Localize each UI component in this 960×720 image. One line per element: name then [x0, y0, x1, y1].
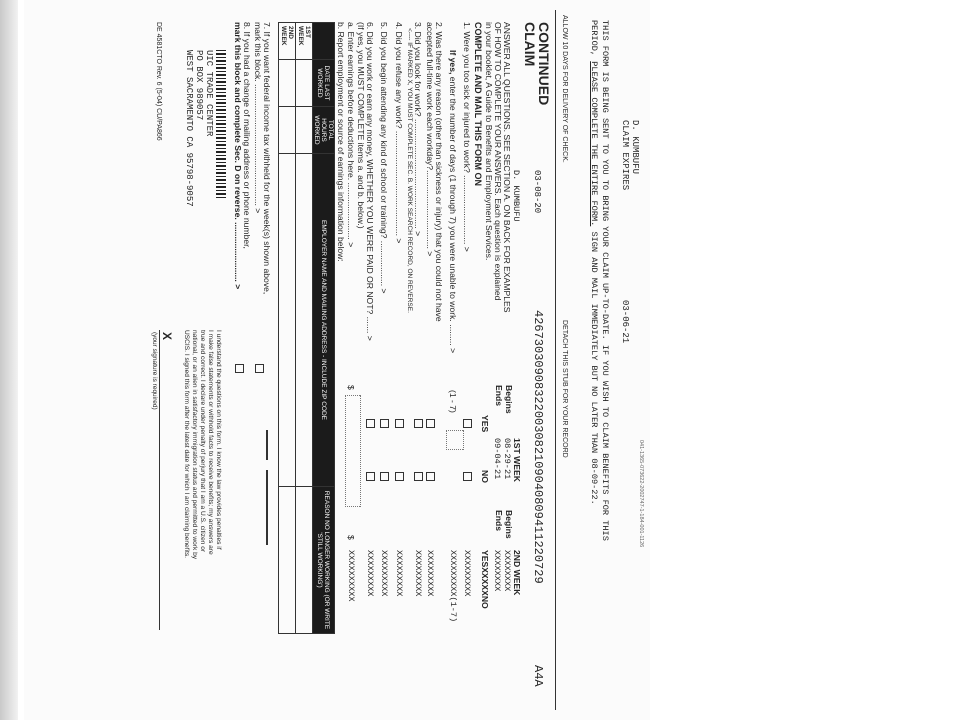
q6-week2-blocked: XXXXXXXXX — [365, 550, 375, 597]
week2-begins-label: Begins — [504, 510, 514, 539]
week1-ends-label: Ends — [494, 385, 504, 407]
q2-week2-blocked: XXXXXXXXX — [425, 550, 435, 597]
separator-mark — [266, 470, 268, 545]
instructions-line-3: in your booklet, A Guide to Benefits and Employment Services. — [484, 22, 494, 261]
question-6a-earnings: a. Enter earnings before deductions here. ........................ > — [346, 22, 356, 248]
signature-line[interactable] — [159, 330, 160, 630]
postal-barcode — [216, 50, 226, 200]
form-title-continued: CONTINUED — [536, 22, 552, 106]
q4-week2-blocked: XXXXXXXXX — [394, 550, 404, 597]
week1-label: 1ST WEEK — [512, 438, 522, 482]
certification-line-2: I make false statements or withhold facts to receive benefits; my answers are — [207, 330, 214, 555]
notice-line-2: PERIOD, PLEASE COMPLETE THE ENTIRE FORM. SIGN AND MAIL IMMEDIATELY BUT NO LATER THAN 08-09-22. — [589, 20, 599, 505]
date-cell[interactable] — [296, 60, 313, 107]
claim-expires-label: CLAIM EXPIRES — [620, 120, 630, 191]
question-8-line-1: 8. If you had a change of mailing address or phone number, — [242, 22, 252, 249]
week1-earnings-input[interactable] — [345, 395, 361, 507]
week1-yes-header: YES — [480, 415, 490, 433]
week2-ends-label: Ends — [494, 510, 504, 532]
reason-cell[interactable] — [296, 487, 313, 634]
hours-cell[interactable] — [296, 107, 313, 154]
q5-week2-blocked: XXXXXXXXX — [379, 550, 389, 597]
q6-week1-checkboxes[interactable] — [365, 415, 375, 481]
col-employer-address: EMPLOYER NAME AND MAILING ADDRESS - INCLUDE ZIP CODE — [313, 154, 335, 487]
q8-checkbox[interactable] — [234, 360, 244, 373]
q3-week2-blocked: XXXXXXXXX — [413, 550, 423, 597]
week2-earnings-blocked: XXXXXXXXXX — [346, 550, 356, 602]
days-range-label: (1 - 7) — [448, 390, 458, 413]
form-code: A4A — [531, 665, 545, 687]
certification-line-3: true and correct. I declare under penalty of perjury that I am a U.S. citizen or — [199, 330, 206, 553]
q7-checkbox[interactable] — [254, 360, 264, 373]
week1-dollar-sign: $ — [346, 385, 356, 390]
question-5: 5. Did you begin attending any kind of school or training? ................... > — [379, 22, 389, 294]
question-8-line-2: mark this block and complete Sec. D on reverse. ......................... > — [233, 22, 243, 290]
scan-edge-shadow — [0, 0, 18, 720]
row-1st-week-label: 1ST WEEK — [296, 23, 313, 60]
q3-week1-checkboxes[interactable] — [413, 415, 423, 481]
form-title-claim: CLAIM — [522, 22, 538, 67]
instructions-line-2: OF HOW TO COMPLETE YOUR ANSWERS. Each question is explained — [493, 22, 503, 301]
question-2-line-2: accepted full-time work each workday?................................. > — [425, 22, 435, 257]
week2-label: 2ND WEEK — [512, 550, 522, 596]
q5-week1-checkboxes[interactable] — [379, 415, 389, 481]
question-1-days: If yes, enter the number of days (1 through 7) you were unable to work. ......... > — [448, 50, 458, 354]
question-6-line-1: 6. Did you work or earn any money, WHETHER YOU WERE PAID OR NOT? ....... > — [365, 22, 375, 341]
address-line-1: UIC TRADE CENTER — [204, 50, 214, 137]
notice-line-1: THIS FORM IS BEING SENT TO YOU TO BRING YOUR CLAIM UP-TO-DATE. IF YOU WISH TO CLAIM BENEFITS FOR THIS — [600, 20, 610, 541]
barcode-number: 42673030908322003082109040809411220729 — [531, 310, 545, 584]
reason-cell[interactable] — [279, 487, 296, 634]
signature-x: X — [160, 332, 174, 341]
table-row — [279, 23, 296, 634]
week1-begins-label: Begins — [504, 385, 514, 414]
question-1: 1. Were you too sick or injured to work? ............................. > — [462, 22, 472, 252]
claim-expires-date: 03-06-21 — [620, 300, 630, 344]
question-3-note: <---- IF MARKED X, YOU MUST COMPLETE SEC. B. WORK SEARCH RECORD, ON REVERSE. — [406, 28, 413, 313]
signature-label: (your signature is required) — [151, 332, 158, 410]
certification-line-4: national, or an alien in satisfactory immigration status and permitted to work by — [191, 330, 198, 560]
q4-week1-checkboxes[interactable] — [394, 415, 404, 481]
table-row — [296, 23, 313, 634]
question-3: 3. Did you look for work? .............................................. > — [413, 22, 423, 237]
col-date-last-worked: DATE LAST WORKED — [313, 60, 335, 107]
instructions-line-1: ANSWER ALL QUESTIONS. SEE SECTION A. ON BACK FOR EXAMPLES — [502, 22, 512, 313]
address-line-2: PO BOX 989057 — [194, 50, 204, 121]
week2-yes-no-header: YESXXXXXNO — [480, 550, 490, 609]
stub-delivery-note: ALLOW 10 DAYS FOR DELIVERY OF CHECK. — [561, 15, 568, 163]
claimant-name-header: D. KUMBUFU — [630, 120, 640, 175]
week2-ends-date: XXXXXXXX — [492, 550, 502, 592]
question-2-line-1: 2. Was there any reason (other than sickness or injury) that you could not have — [434, 22, 444, 322]
q1-week1-checkboxes[interactable] — [462, 415, 472, 481]
date-cell[interactable] — [279, 60, 296, 107]
week1-begins-date: 08-29-21 — [502, 438, 512, 480]
stub-detach-note: DETACH THIS STUB FOR YOUR RECORD — [561, 320, 568, 458]
row-2nd-week-label: 2ND WEEK — [279, 23, 296, 60]
certification-line-1: I understand the questions on this form. I know the law provides penalties if — [215, 330, 222, 550]
hours-cell[interactable] — [279, 107, 296, 154]
question-6b-employment: b. Report employment or source of earnings information below: — [336, 22, 346, 262]
col-total-hours: TOTAL HOURS WORKED — [313, 107, 335, 154]
week1-no-header: NO — [480, 470, 490, 483]
week2-dollar-sign: $ — [346, 535, 356, 540]
q2-week1-checkboxes[interactable] — [425, 415, 435, 481]
employer-cell[interactable] — [279, 154, 296, 487]
side-code: 041-1365-073622-2002747-1-184-001-1126 — [638, 440, 644, 548]
week1-ends-date: 09-04-21 — [492, 438, 502, 480]
week2-days-blocked: XXXXXXXXX(1-7) — [448, 550, 458, 623]
address-line-3: WEST SACRAMENTO CA 95798-9057 — [184, 50, 194, 207]
question-7-line-2: mark this block. ................................................... > — [253, 22, 263, 214]
claimant-name: D. KUMBUFU — [511, 170, 521, 222]
col-reason: REASON NO LONGER WORKING (OR WRITE 'STILL WORKING') — [313, 487, 335, 634]
continued-claim-form — [40, 10, 644, 710]
separator-mark — [266, 430, 268, 460]
q1-week2-blocked: XXXXXXXXX — [462, 550, 472, 597]
certification-line-5: USCIS. I signed this form after the latest date for which I am claiming benefits. — [183, 330, 190, 558]
question-4: 4. Did you refuse any work? ............................................ > — [394, 22, 404, 244]
employer-cell[interactable] — [296, 154, 313, 487]
question-7-line-1: 7. If you want federal income tax withheld for the week(s) shown above, — [262, 22, 272, 295]
employment-table — [278, 22, 335, 634]
week2-begins-date: XXXXXXXX — [502, 550, 512, 592]
question-6-line-2: (If yes, you MUST COMPLETE items a. and b. below.) — [356, 22, 366, 229]
form-date: 03-08-20 — [532, 170, 542, 214]
complete-mail-heading: COMPLETE AND MAIL THIS FORM ON — [473, 22, 483, 186]
perforation-line — [555, 10, 556, 710]
form-footer: DE 4581CTO Rev. 6 (5-04) CU/PA866 — [155, 22, 162, 141]
